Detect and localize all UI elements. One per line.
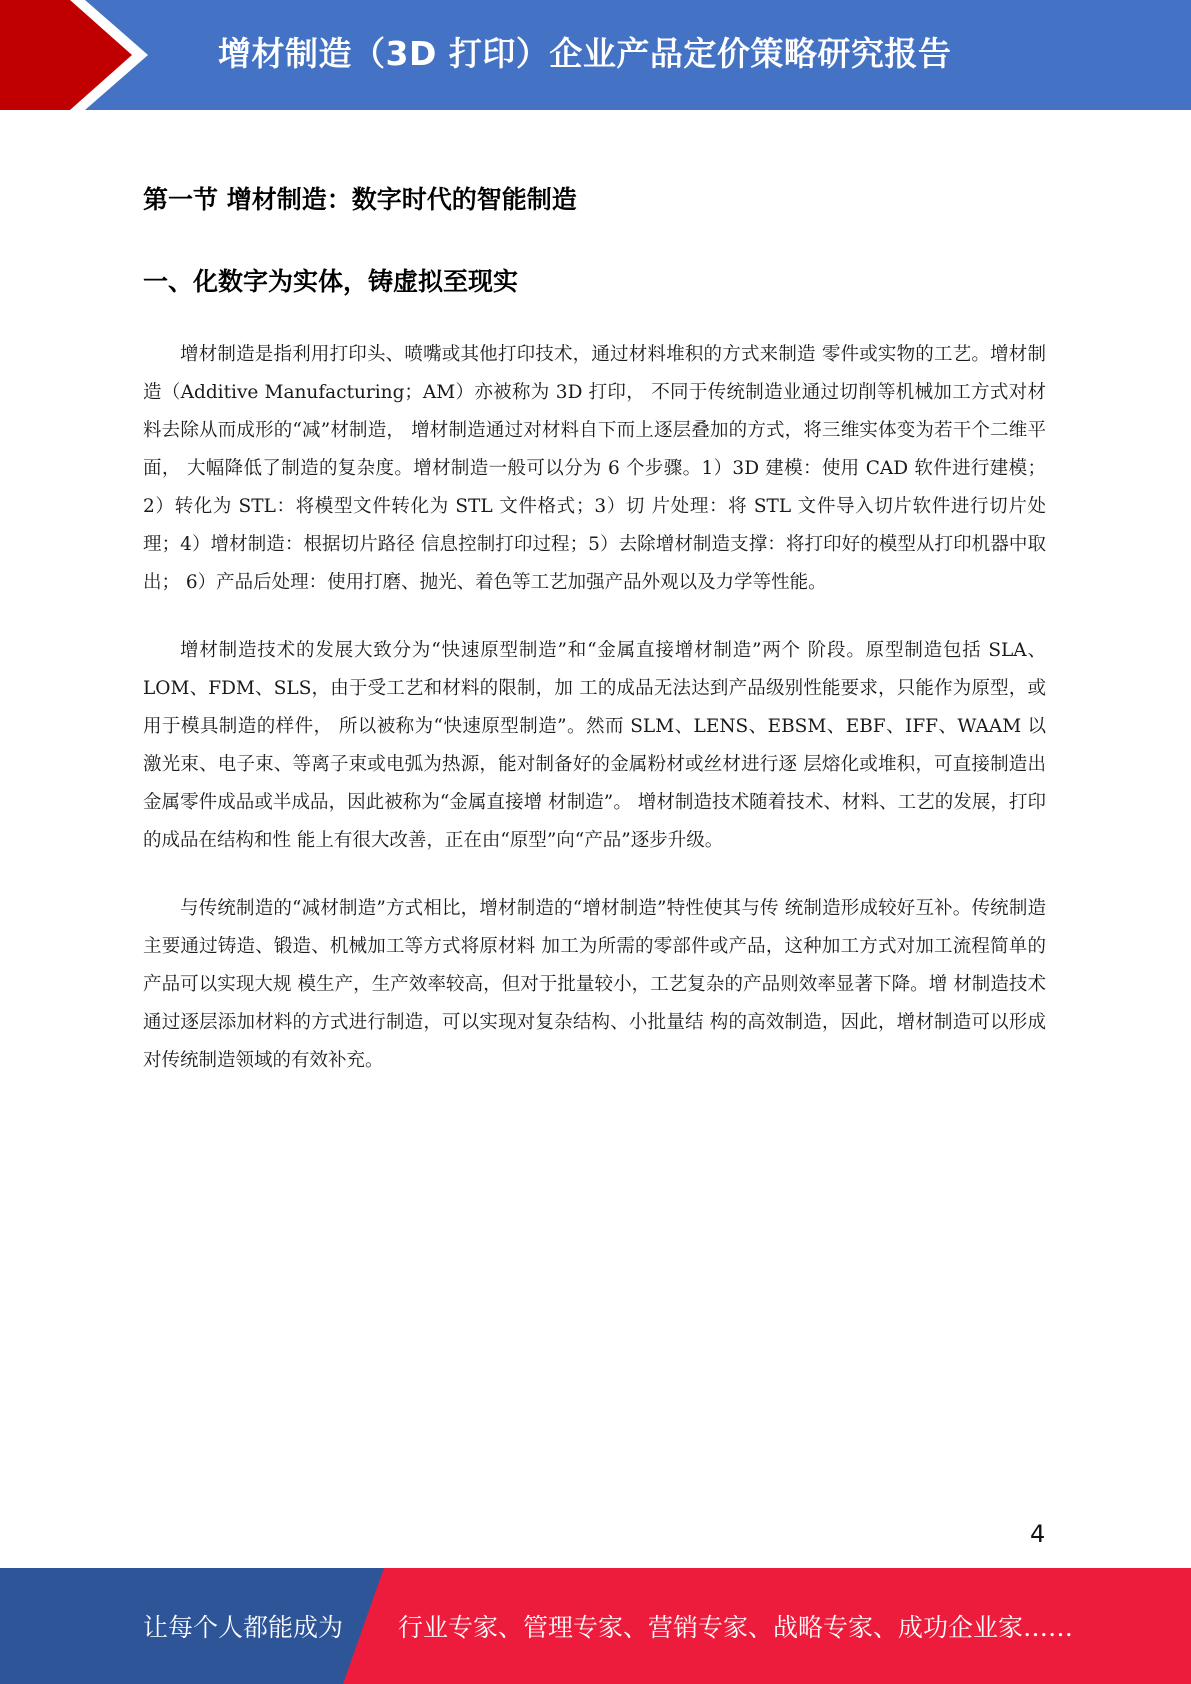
page-number: 4 [1030, 1520, 1046, 1548]
footer-banner [0, 1568, 1191, 1684]
section-title: 第一节 增材制造：数字时代的智能制造 [143, 185, 577, 214]
header-banner [0, 0, 1191, 110]
report-title: 增材制造（3D 打印）企业产品定价策略研究报告 [218, 34, 952, 73]
paragraph: 增材制造是指利用打印头、喷嘴或其他打印技术，通过材料堆积的方式来制造 零件或实物的工艺。增材制造（Additive Manufacturing；AM）亦被称为 3D 打印， 不同于传统制造业通过切削等机械加工方式对材料去除从而成形的“减”材制造， 增材制造通过对材料自下而上逐层叠加的方式，将三维实体变为若干个二维平面， 大幅降低了制造的复杂度。增材制造一般可以分为 6 个步骤。1）3D 建模：使用 CAD 软件进行建模；2）转化为 STL：将模型文件转化为 STL 文件格式；3）切 片处理：将 STL 文件导入切片软件进行切片处理；4）增材制造：根据切片路径 信息控制打印过程；5）去除增材制造支撑：将打印好的模型从打印机器中取出； 6）产品后处理：使用打磨、抛光、着色等工艺加强产品外观以及力学等性能。 [143, 344, 1046, 593]
paragraph: 增材制造技术的发展大致分为“快速原型制造”和“金属直接增材制造”两个 阶段。原型制造包括 SLA、LOM、FDM、SLS，由于受工艺和材料的限制，加 工的成品无法达到产品级别性能要求，只能作为原型，或用于模具制造的样件， 所以被称为“快速原型制造”。然而 SLM、LENS、EBSM、EBF、IFF、WAAM 以 激光束、电子束、等离子束或电弧为热源，能对制备好的金属粉材或丝材进行逐 层熔化或堆积，可直接制造出金属零件成品或半成品，因此被称为“金属直接增 材制造”。 增材制造技术随着技术、材料、工艺的发展，打印的成品在结构和性 能上有很大改善，正在由“原型”向“产品”逐步升级。 [143, 640, 1046, 851]
paragraph: 与传统制造的“减材制造”方式相比，增材制造的“增材制造”特性使其与传 统制造形成较好互补。传统制造主要通过铸造、锻造、机械加工等方式将原材料 加工为所需的零部件或产品，这种加工方式对加工流程简单的产品可以实现大规 模生产，生产效率较高，但对于批量较小，工艺复杂的产品则效率显著下降。增 材制造技术通过逐层添加材料的方式进行制造，可以实现对复杂结构、小批量结 构的高效制造，因此，增材制造可以形成对传统制造领域的有效补充。 [143, 898, 1046, 1071]
main-content [143, 180, 1046, 1080]
footer-slogan-left: 让每个人都能成为 [143, 1613, 344, 1642]
subsection-title: 一、化数字为实体，铸虚拟至现实 [143, 267, 519, 296]
footer-slogan-right: 行业专家、管理专家、营销专家、战略专家、成功企业家…… [398, 1613, 1074, 1642]
